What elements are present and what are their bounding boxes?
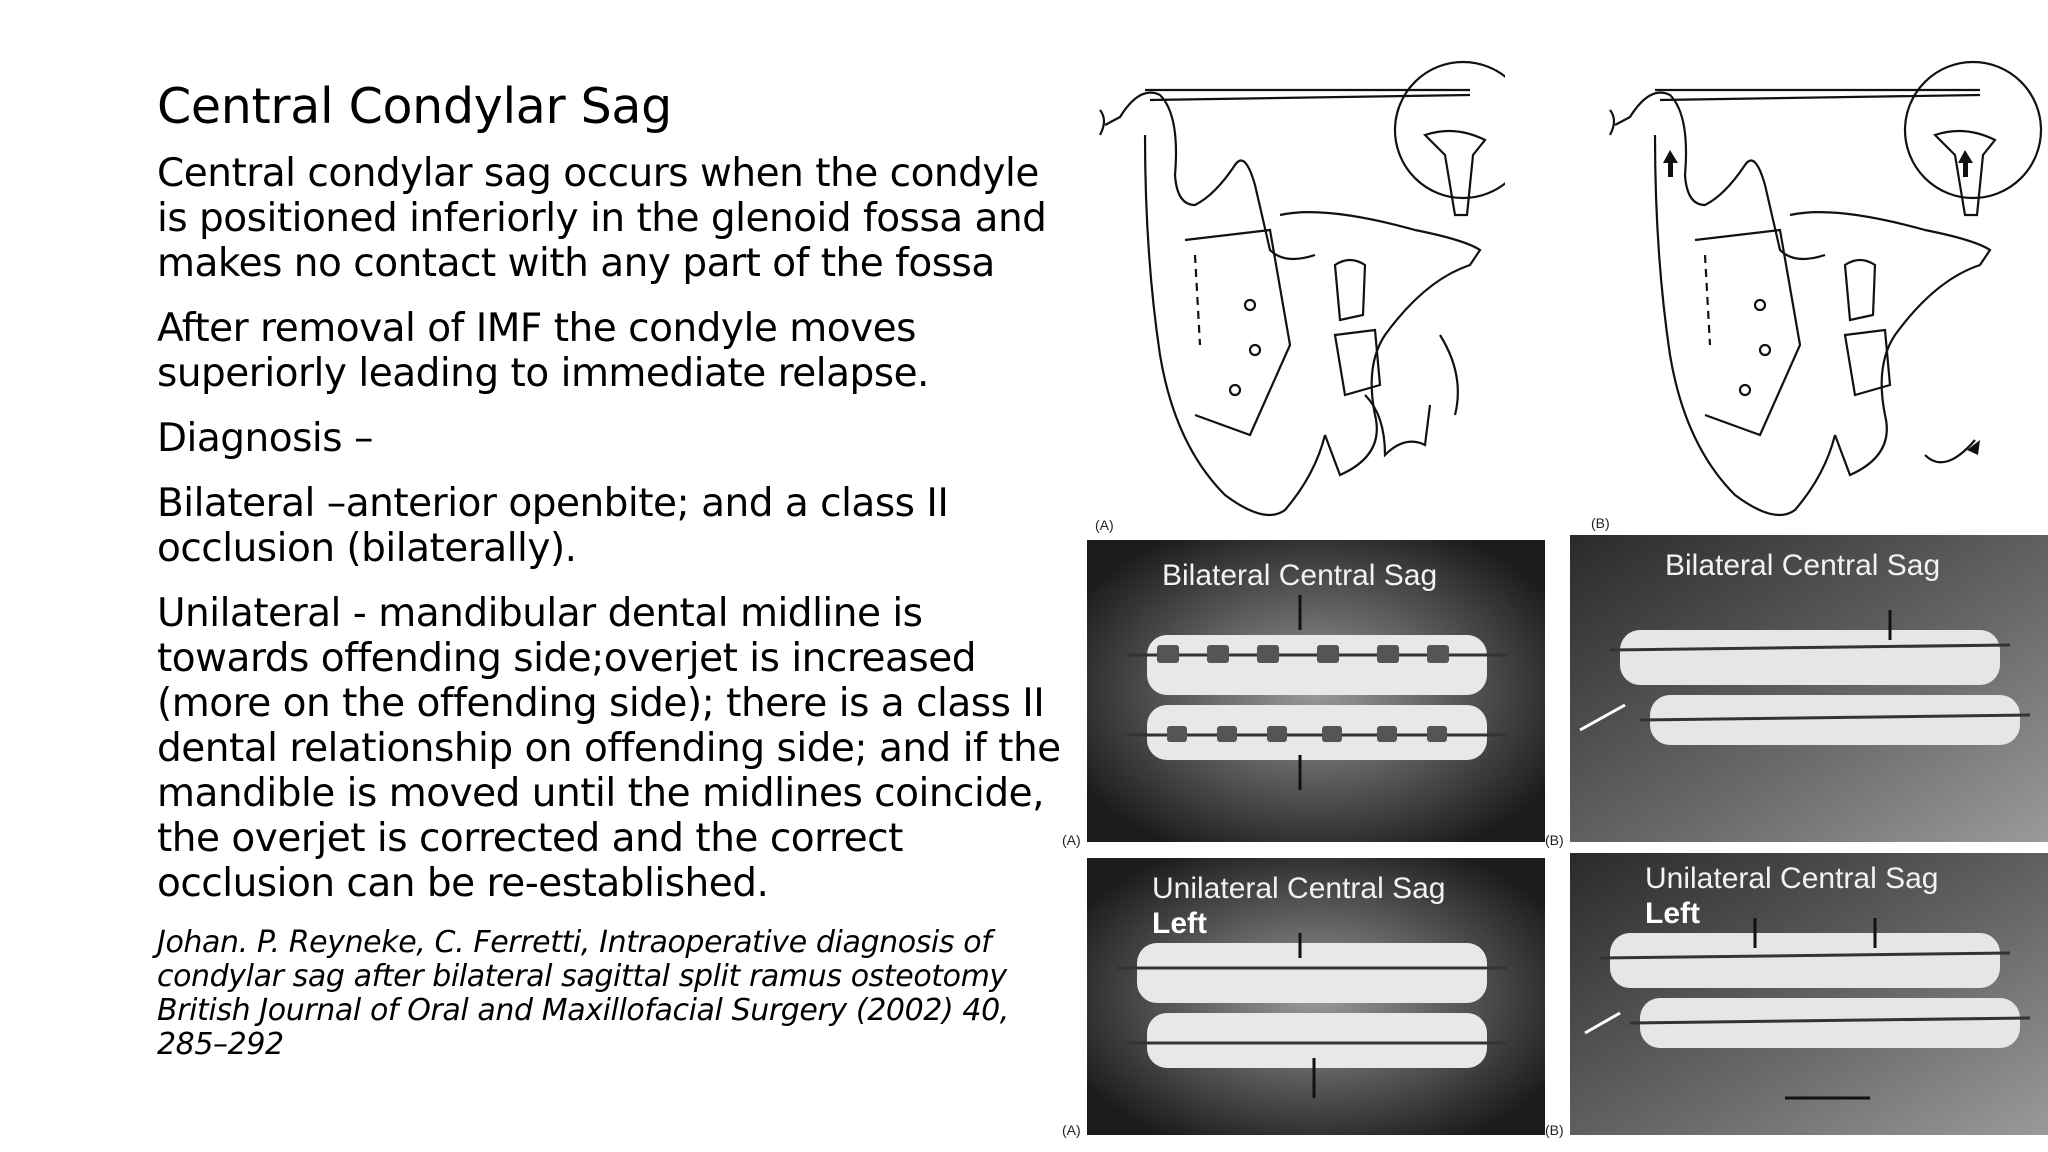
paragraph-unilateral: Unilateral - mandibular dental midline is towards offending side;overjet is increased (more on the offending side); there is a class II dental relationship on offending side; and if the mandible is moved until the midlines coincide, the overjet is corrected and the correct occlusion can be re-established.: [157, 590, 1061, 906]
citation: Johan. P. Reyneke, C. Ferretti, Intraoperative diagnosis of condylar sag after bilateral sagittal split ramus osteotomy British Journal of Oral and Maxillofacial Surgery (2002) 40, 285–292: [157, 924, 1009, 1062]
photo-2-panel-label: (B): [1545, 832, 1564, 848]
photo-side-label: Left: [1645, 897, 1700, 930]
photo-unilateral-frontal: [1087, 858, 1545, 1135]
photo-side-label: Left: [1152, 907, 1207, 940]
unilateral-lateral-image: [1570, 853, 2048, 1135]
photo-unilateral-lateral: [1570, 853, 2048, 1135]
photo-caption: Unilateral Central Sag: [1645, 862, 1939, 895]
mandible-sketch-b: [1585, 55, 2048, 530]
unilateral-frontal-image: [1087, 858, 1545, 1135]
bilateral-frontal-image: [1087, 540, 1545, 842]
paragraph-bilateral: Bilateral –anterior openbite; and a class II occlusion (bilaterally).: [157, 480, 949, 571]
paragraph-relapse: After removal of IMF the condyle moves superiorly leading to immediate relapse.: [157, 305, 929, 396]
mandible-drawing-a: [1085, 55, 1505, 533]
bilateral-lateral-image: [1570, 535, 2048, 842]
mandible-sketch-a: [1085, 55, 1505, 530]
photo-1-panel-label: (A): [1062, 832, 1081, 848]
photo-caption: Bilateral Central Sag: [1665, 549, 1941, 582]
paragraph-diagnosis-heading: Diagnosis –: [157, 415, 373, 461]
drawing-b-label: (B): [1591, 515, 1610, 531]
mandible-drawing-b: [1585, 55, 2048, 530]
paragraph-definition: Central condylar sag occurs when the condyle is positioned inferiorly in the glenoid fossa and makes no contact with any part of the fossa: [157, 150, 1047, 286]
photo-bilateral-lateral: [1570, 535, 2048, 842]
slide-text-column: [157, 78, 1067, 1062]
photo-bilateral-frontal: [1087, 540, 1545, 842]
photo-3-panel-label: (A): [1062, 1122, 1081, 1138]
drawing-a-label: (A): [1095, 517, 1114, 533]
photo-caption: Bilateral Central Sag: [1162, 559, 1438, 592]
photo-4-panel-label: (B): [1545, 1122, 1564, 1138]
slide-title: Central Condylar Sag: [157, 78, 672, 135]
photo-caption: Unilateral Central Sag: [1152, 872, 1446, 905]
